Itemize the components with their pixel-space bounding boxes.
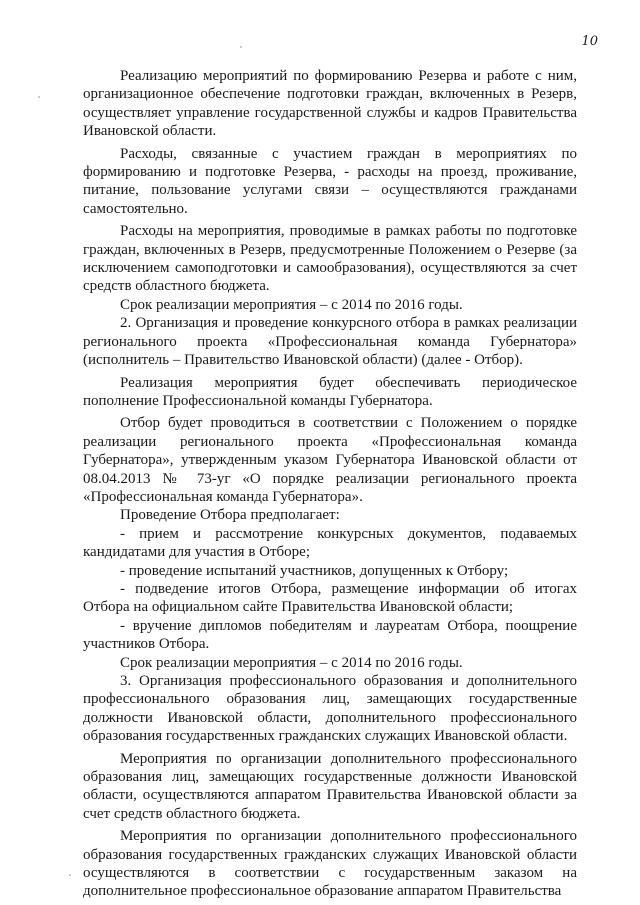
paragraph-item-2-heading: 2. Организация и проведение конкурсного отбора в рамках реализации регионального проекта «Профессиональная команда Губернатора» (исполнитель – Правительство Ивановской области) (далее - Отбор). bbox=[83, 315, 577, 369]
document-body bbox=[83, 67, 577, 901]
list-item-results: - подведение итогов Отбора, размещение информации об итогах Отбора на официальном сайте Правительства Ивановской области; bbox=[83, 580, 577, 616]
paragraph-item-3-heading: 3. Организация профессионального образования и дополнительного профессионального образования лиц, замещающих государственные должности Ивановской области, дополнительного профессионального образования государственных гражданских служащих Ивановской области. bbox=[83, 673, 577, 745]
paragraph-selection-includes: Проведение Отбора предполагает: bbox=[120, 507, 340, 524]
scan-speck bbox=[240, 46, 242, 48]
paragraph-education-servants: Мероприятия по организации дополнительного профессионального образования государственных гражданских служащих Ивановской области осуществляются в соответствии с государственным заказом на дополнительное профессиональное образование аппаратом Правительства bbox=[83, 828, 577, 900]
list-item-documents: - прием и рассмотрение конкурсных документов, подаваемых кандидатами для участия в Отборе; bbox=[83, 525, 577, 561]
paragraph-reserve-implementation: Реализацию мероприятий по формированию Резерва и работе с ним, организационное обеспечение подготовки граждан, включенных в Резерв, осуществляет управление государственной службы и кадров Правительства Ивановской области. bbox=[83, 68, 577, 140]
paragraph-selection-regulation: Отбор будет проводиться в соответствии с Положением о порядке реализации регионального проекта «Профессиональная команда Губернатора», утвержденным указом Губернатора Ивановской области от 08.04.2013 № 73-уг «О порядке реализации регионального проекта «Профессиональная команда Губернатора». bbox=[83, 415, 577, 505]
list-item-tests: - проведение испытаний участников, допущенных к Отбору; bbox=[120, 562, 509, 579]
paragraph-term-2: Срок реализации мероприятия – с 2014 по 2016 годы. bbox=[120, 654, 463, 671]
paragraph-education-positions: Мероприятия по организации дополнительного профессионального образования лиц, замещающих государственные должности Ивановской области, осуществляются аппаратом Правительства Ивановской области за счет средств областного бюджета. bbox=[83, 750, 577, 822]
paragraph-replenishment: Реализация мероприятия будет обеспечивать периодическое пополнение Профессиональной команды Губернатора. bbox=[83, 374, 577, 409]
page-number: 10 bbox=[581, 34, 598, 49]
scan-speck bbox=[69, 874, 71, 876]
list-item-diplomas: - вручение дипломов победителям и лауреатам Отбора, поощрение участников Отбора. bbox=[83, 617, 577, 653]
paragraph-training-costs: Расходы на мероприятия, проводимые в рамках работы по подготовке граждан, включенных в Резерв, предусмотренные Положением о Резерве (за исключением самоподготовки и самообразования), осуществляются за счет средств областного бюджета. bbox=[83, 223, 577, 295]
paragraph-participation-costs: Расходы, связанные с участием граждан в мероприятиях по формированию и подготовке Резерва, - расходы на проезд, проживание, питание, пользование услугами связи – осуществляются гражданами самостоятельно. bbox=[83, 145, 577, 217]
paragraph-term-1: Срок реализации мероприятия – с 2014 по 2016 годы. bbox=[120, 296, 463, 313]
scan-speck bbox=[38, 96, 40, 98]
